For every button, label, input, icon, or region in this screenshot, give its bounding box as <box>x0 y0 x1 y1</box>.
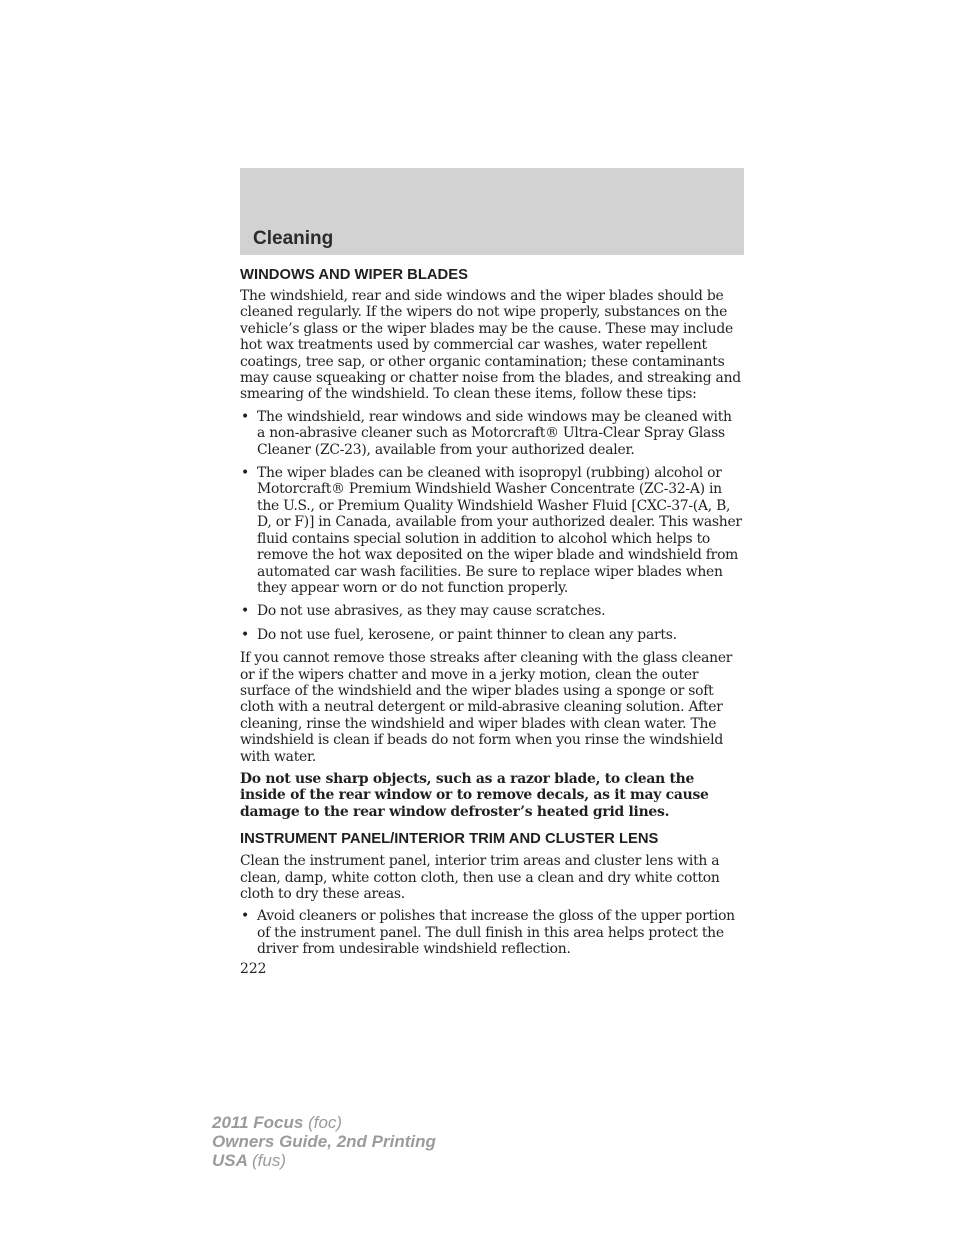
paragraph-streak-removal: If you cannot remove those streaks after cleaning with the glass cleaner or if the wipers chatter and move in a jerky motion, clean the outer surface of the windshield and the wiper blades using a sponge or soft cloth with a neutral detergent or mild-abrasive cleaning solution. After cleaning, rinse the windshield and wiper blades with clean water. The windshield is clean if beads do not form when you rinse the windshield with water. <box>240 650 733 765</box>
section-heading-instrument-panel: INSTRUMENT PANEL/INTERIOR TRIM AND CLUSTER LENS <box>240 831 659 848</box>
bullet-icon: • <box>241 626 249 643</box>
bullet-icon: • <box>241 908 249 925</box>
list-item <box>240 627 742 643</box>
paragraph-intro-instrument-panel: Clean the instrument panel, interior trim areas and cluster lens with a clean, damp, white cotton cloth, then use a clean and dry white cotton cloth to dry these areas. <box>240 853 720 902</box>
bullet-list-instrument-panel <box>240 908 742 957</box>
page-content <box>240 266 742 965</box>
footer-market-name: USA <box>212 1151 248 1170</box>
list-item-text: The windshield, rear windows and side windows may be cleaned with a non-abrasive cleaner such as Motorcraft® Ultra-Clear Spray Glass Cleaner (ZC-23), available from your authorized dealer. <box>257 408 732 458</box>
list-item <box>240 908 742 957</box>
warning-text: Do not use sharp objects, such as a razor blade, to clean the inside of the rear window or to remove decals, as it may cause damage to the rear window defroster’s heated grid lines. <box>240 770 709 820</box>
list-item-text: Do not use abrasives, as they may cause scratches. <box>257 603 606 620</box>
page-number: 222 <box>240 961 267 977</box>
section-header-band <box>240 168 744 255</box>
bullet-icon: • <box>241 408 249 425</box>
footer-line-market <box>212 1151 436 1170</box>
footer-model-name: 2011 Focus <box>212 1113 304 1132</box>
list-item <box>240 409 742 458</box>
document-footer <box>212 1113 436 1170</box>
footer-model-code: (foc) <box>308 1113 343 1132</box>
footer-line-model <box>212 1113 436 1132</box>
footer-market-code: (fus) <box>252 1151 286 1170</box>
list-item-text: Avoid cleaners or polishes that increase the gloss of the upper portion of the instrument panel. The dull finish in this area helps protect the driver from undesirable windshield reflection. <box>257 908 735 958</box>
bullet-icon: • <box>241 603 249 620</box>
bullet-icon: • <box>241 465 249 482</box>
list-item <box>240 603 742 619</box>
list-item-text: The wiper blades can be cleaned with isopropyl (rubbing) alcohol or Motorcraft® Premium Windshield Washer Concentrate (ZC-32-A) in the U.S., or Premium Quality Windshield Washer Fluid [CXC-37-(A, B, D, or F)] in Canada, available from your authorized dealer. This washer fluid contains special solution in addition to alcohol which helps to remove the hot wax deposited on the wiper blade and windshield from automated car wash facilities. Be sure to replace wiper blades when they appear worn or do not function properly. <box>257 465 742 596</box>
paragraph-intro-windows: The windshield, rear and side windows and the wiper blades should be cleaned regularly. If the wipers do not wipe properly, substances on the vehicle’s glass or the wiper blades may be the cause. These may include hot wax treatments used by commercial car washes, water repellent coatings, tree sap, or other organic contamination; these contaminants may cause squeaking or chatter noise from the blades, and streaking and smearing of the windshield. To clean these items, follow these tips: <box>240 288 741 403</box>
section-heading-windows-wipers: WINDOWS AND WIPER BLADES <box>240 267 468 283</box>
footer-line-guide: Owners Guide, 2nd Printing <box>212 1132 436 1151</box>
page-title: Cleaning <box>253 228 334 249</box>
list-item <box>240 465 742 596</box>
bullet-list-cleaning-tips <box>240 409 742 643</box>
list-item-text: Do not use fuel, kerosene, or paint thinner to clean any parts. <box>257 626 677 643</box>
